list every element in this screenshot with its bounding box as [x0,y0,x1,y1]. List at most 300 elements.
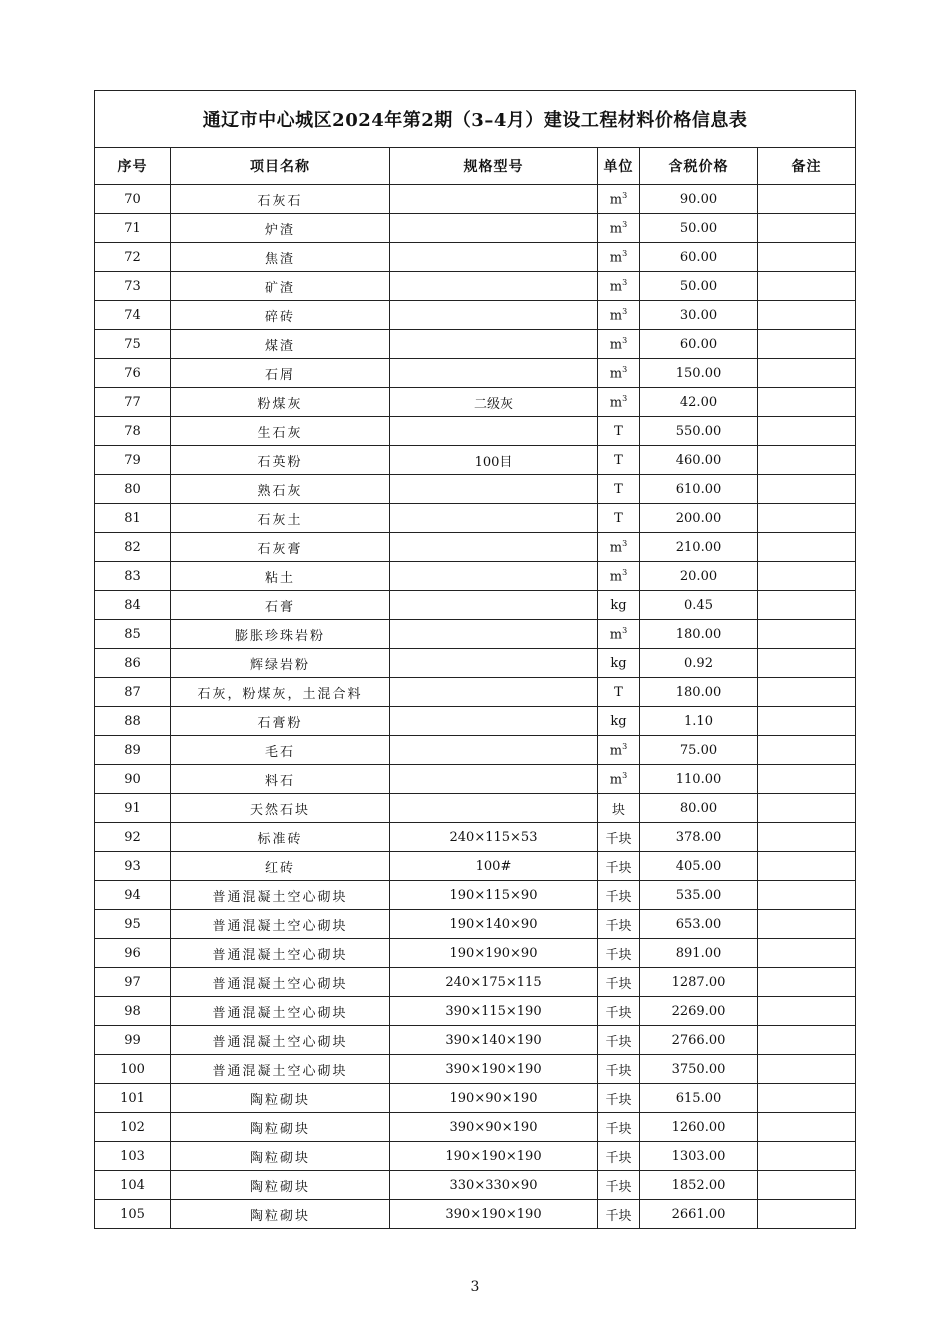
unit-label: 千块 [605,1208,632,1224]
unit-label: T [614,510,623,526]
table-row [95,823,856,852]
unit-superscript: 3 [622,770,628,780]
unit-label: 千块 [605,918,632,934]
table-row [95,1200,856,1229]
cell-item-name: 普通混凝土空心砌块 [171,910,390,939]
cell-spec [390,272,598,301]
cell-index: 84 [95,591,171,620]
cell-unit [598,359,640,388]
cell-spec: 190×190×90 [390,939,598,968]
cell-item-name: 生石灰 [171,417,390,446]
table-row [95,533,856,562]
cell-spec [390,359,598,388]
table-row [95,330,856,359]
table-row [95,562,856,591]
cell-index: 98 [95,997,171,1026]
cell-unit [598,649,640,678]
page-number: 3 [470,1279,480,1295]
cell-index: 80 [95,475,171,504]
cell-price: 20.00 [640,562,758,591]
cell-item-name: 料石 [171,765,390,794]
cell-unit [598,301,640,330]
cell-unit [598,765,640,794]
table-row [95,678,856,707]
table-row [95,852,856,881]
cell-unit [598,185,640,214]
table-row [95,591,856,620]
header-note: 备注 [758,148,856,185]
cell-index: 97 [95,968,171,997]
cell-price: 460.00 [640,446,758,475]
cell-item-name: 石膏 [171,591,390,620]
cell-index: 90 [95,765,171,794]
unit-label: m [609,192,623,208]
unit-superscript: 3 [622,335,628,345]
cell-price: 405.00 [640,852,758,881]
cell-note [758,301,856,330]
cell-spec: 390×140×190 [390,1026,598,1055]
unit-label: 千块 [605,1121,632,1137]
cell-spec: 100# [390,852,598,881]
cell-note [758,243,856,272]
cell-item-name: 石灰土 [171,504,390,533]
cell-index: 77 [95,388,171,417]
cell-note [758,881,856,910]
cell-item-name: 石膏粉 [171,707,390,736]
cell-spec: 330×330×90 [390,1171,598,1200]
cell-index: 70 [95,185,171,214]
cell-price: 1260.00 [640,1113,758,1142]
cell-unit [598,591,640,620]
table-row [95,939,856,968]
unit-label: 千块 [605,1179,632,1195]
cell-unit [598,1026,640,1055]
cell-spec [390,417,598,446]
cell-spec [390,214,598,243]
cell-price: 60.00 [640,330,758,359]
table-row [95,997,856,1026]
unit-label: 千块 [605,1092,632,1108]
cell-spec [390,185,598,214]
cell-item-name: 炉渣 [171,214,390,243]
unit-superscript: 3 [622,248,628,258]
cell-note [758,359,856,388]
cell-spec [390,707,598,736]
unit-label: m [609,540,623,556]
cell-item-name: 熟石灰 [171,475,390,504]
cell-index: 85 [95,620,171,649]
cell-note [758,504,856,533]
cell-item-name: 石屑 [171,359,390,388]
unit-label: m [609,250,623,266]
cell-unit [598,562,640,591]
cell-note [758,1026,856,1055]
cell-index: 72 [95,243,171,272]
unit-label: kg [610,597,627,613]
cell-spec: 240×175×115 [390,968,598,997]
table-row [95,504,856,533]
cell-note [758,823,856,852]
cell-spec: 390×115×190 [390,997,598,1026]
cell-unit [598,968,640,997]
table-row [95,649,856,678]
cell-unit [598,330,640,359]
table-row [95,1026,856,1055]
table-row [95,446,856,475]
cell-unit [598,852,640,881]
price-sheet [94,90,855,1229]
unit-superscript: 3 [622,306,628,316]
cell-item-name: 石灰膏 [171,533,390,562]
unit-label: 千块 [605,947,632,963]
cell-note [758,1200,856,1229]
cell-spec [390,678,598,707]
cell-index: 91 [95,794,171,823]
unit-label: T [614,423,623,439]
unit-label: m [609,772,623,788]
cell-item-name: 陶粒砌块 [171,1200,390,1229]
table-row [95,272,856,301]
cell-index: 96 [95,939,171,968]
cell-item-name: 陶粒砌块 [171,1171,390,1200]
cell-spec: 390×90×190 [390,1113,598,1142]
unit-label: m [609,569,623,585]
cell-price: 42.00 [640,388,758,417]
cell-note [758,910,856,939]
cell-unit [598,823,640,852]
unit-label: 千块 [605,1005,632,1021]
unit-label: 千块 [605,1150,632,1166]
cell-item-name: 天然石块 [171,794,390,823]
cell-unit [598,678,640,707]
cell-price: 180.00 [640,678,758,707]
table-row [95,417,856,446]
cell-item-name: 陶粒砌块 [171,1142,390,1171]
cell-spec [390,736,598,765]
unit-label: m [609,308,623,324]
cell-note [758,533,856,562]
cell-price: 110.00 [640,765,758,794]
unit-superscript: 3 [622,538,628,548]
cell-price: 0.92 [640,649,758,678]
cell-index: 88 [95,707,171,736]
table-row [95,214,856,243]
table-row [95,910,856,939]
unit-label: T [614,684,623,700]
cell-spec [390,562,598,591]
unit-label: m [609,337,623,353]
cell-spec: 100目 [390,446,598,475]
cell-note [758,997,856,1026]
cell-note [758,214,856,243]
cell-item-name: 碎砖 [171,301,390,330]
cell-note [758,968,856,997]
unit-label: T [614,452,623,468]
table-row [95,620,856,649]
unit-superscript: 3 [622,741,628,751]
unit-label: kg [610,713,627,729]
cell-index: 92 [95,823,171,852]
unit-label: 千块 [605,889,632,905]
table-row [95,1055,856,1084]
cell-index: 104 [95,1171,171,1200]
cell-note [758,1055,856,1084]
cell-unit [598,620,640,649]
cell-item-name: 普通混凝土空心砌块 [171,997,390,1026]
cell-price: 535.00 [640,881,758,910]
cell-item-name: 普通混凝土空心砌块 [171,968,390,997]
unit-superscript: 3 [622,219,628,229]
cell-index: 75 [95,330,171,359]
cell-spec: 190×190×190 [390,1142,598,1171]
cell-price: 653.00 [640,910,758,939]
cell-unit [598,1200,640,1229]
unit-label: 千块 [605,976,632,992]
cell-spec: 190×115×90 [390,881,598,910]
cell-unit [598,272,640,301]
cell-spec [390,504,598,533]
cell-unit [598,1055,640,1084]
table-title: 通辽市中心城区2024年第2期（3–4月）建设工程材料价格信息表 [95,91,856,148]
cell-item-name: 红砖 [171,852,390,881]
cell-unit [598,1171,640,1200]
unit-label: m [609,279,623,295]
cell-unit [598,1084,640,1113]
cell-price: 550.00 [640,417,758,446]
cell-unit [598,417,640,446]
cell-index: 99 [95,1026,171,1055]
cell-note [758,1113,856,1142]
table-row [95,301,856,330]
cell-index: 74 [95,301,171,330]
cell-index: 81 [95,504,171,533]
table-row [95,794,856,823]
cell-unit [598,1142,640,1171]
header-price: 含税价格 [640,148,758,185]
unit-label: m [609,366,623,382]
cell-spec: 390×190×190 [390,1055,598,1084]
cell-index: 86 [95,649,171,678]
header-index: 序号 [95,148,171,185]
cell-item-name: 矿渣 [171,272,390,301]
unit-superscript: 3 [622,567,628,577]
cell-note [758,475,856,504]
table-row [95,243,856,272]
cell-index: 89 [95,736,171,765]
cell-spec: 240×115×53 [390,823,598,852]
table-row [95,388,856,417]
unit-label: 千块 [605,1034,632,1050]
cell-spec: 二级灰 [390,388,598,417]
cell-item-name: 煤渣 [171,330,390,359]
unit-label: m [609,221,623,237]
cell-spec [390,330,598,359]
cell-price: 891.00 [640,939,758,968]
table-row [95,707,856,736]
cell-note [758,591,856,620]
cell-unit [598,446,640,475]
table-header-row [95,148,856,185]
unit-label: 千块 [605,831,632,847]
unit-label: 千块 [605,860,632,876]
cell-price: 610.00 [640,475,758,504]
header-unit: 单位 [598,148,640,185]
cell-item-name: 普通混凝土空心砌块 [171,939,390,968]
unit-label: m [609,627,623,643]
cell-spec [390,533,598,562]
table-row [95,1171,856,1200]
cell-price: 75.00 [640,736,758,765]
cell-index: 102 [95,1113,171,1142]
table-row [95,765,856,794]
cell-price: 150.00 [640,359,758,388]
cell-note [758,765,856,794]
cell-unit [598,243,640,272]
cell-note [758,388,856,417]
cell-note [758,185,856,214]
cell-index: 83 [95,562,171,591]
cell-price: 200.00 [640,504,758,533]
cell-spec [390,591,598,620]
table-row [95,1142,856,1171]
cell-item-name: 标准砖 [171,823,390,852]
cell-note [758,1171,856,1200]
table-row [95,359,856,388]
cell-price: 50.00 [640,272,758,301]
cell-unit [598,910,640,939]
cell-price: 2661.00 [640,1200,758,1229]
cell-item-name: 粘土 [171,562,390,591]
unit-label: m [609,743,623,759]
table-row [95,881,856,910]
header-spec: 规格型号 [390,148,598,185]
cell-index: 105 [95,1200,171,1229]
cell-spec: 190×140×90 [390,910,598,939]
cell-price: 1303.00 [640,1142,758,1171]
cell-index: 87 [95,678,171,707]
cell-spec [390,794,598,823]
unit-label: T [614,481,623,497]
cell-note [758,794,856,823]
cell-spec: 190×90×190 [390,1084,598,1113]
material-price-table [94,90,856,1229]
cell-item-name: 焦渣 [171,243,390,272]
cell-spec [390,243,598,272]
cell-price: 378.00 [640,823,758,852]
cell-index: 73 [95,272,171,301]
cell-note [758,446,856,475]
unit-label: 块 [611,802,625,818]
cell-price: 615.00 [640,1084,758,1113]
cell-index: 94 [95,881,171,910]
table-row [95,185,856,214]
cell-price: 1852.00 [640,1171,758,1200]
cell-note [758,330,856,359]
table-row [95,1113,856,1142]
cell-unit [598,881,640,910]
cell-price: 30.00 [640,301,758,330]
table-row [95,1084,856,1113]
cell-item-name: 普通混凝土空心砌块 [171,881,390,910]
cell-spec [390,649,598,678]
cell-price: 3750.00 [640,1055,758,1084]
unit-superscript: 3 [622,190,628,200]
unit-superscript: 3 [622,364,628,374]
cell-item-name: 毛石 [171,736,390,765]
cell-index: 76 [95,359,171,388]
cell-note [758,1084,856,1113]
cell-price: 60.00 [640,243,758,272]
cell-unit [598,707,640,736]
cell-note [758,417,856,446]
cell-unit [598,533,640,562]
cell-price: 80.00 [640,794,758,823]
cell-note [758,678,856,707]
cell-unit [598,388,640,417]
cell-note [758,272,856,301]
table-body [95,185,856,1229]
cell-price: 1.10 [640,707,758,736]
header-item-name: 项目名称 [171,148,390,185]
cell-note [758,649,856,678]
cell-unit [598,504,640,533]
cell-note [758,707,856,736]
cell-unit [598,475,640,504]
table-row [95,475,856,504]
cell-item-name: 粉煤灰 [171,388,390,417]
cell-price: 90.00 [640,185,758,214]
cell-price: 180.00 [640,620,758,649]
cell-index: 82 [95,533,171,562]
cell-spec [390,475,598,504]
cell-price: 50.00 [640,214,758,243]
cell-item-name: 辉绿岩粉 [171,649,390,678]
cell-item-name: 石灰，粉煤灰，土混合料 [171,678,390,707]
cell-price: 2766.00 [640,1026,758,1055]
cell-index: 71 [95,214,171,243]
cell-note [758,852,856,881]
cell-spec [390,765,598,794]
cell-item-name: 普通混凝土空心砌块 [171,1026,390,1055]
cell-price: 1287.00 [640,968,758,997]
unit-superscript: 3 [622,625,628,635]
cell-unit [598,794,640,823]
cell-index: 103 [95,1142,171,1171]
cell-item-name: 石英粉 [171,446,390,475]
cell-spec [390,620,598,649]
cell-price: 0.45 [640,591,758,620]
cell-note [758,620,856,649]
cell-unit [598,939,640,968]
cell-index: 93 [95,852,171,881]
cell-index: 79 [95,446,171,475]
cell-note [758,939,856,968]
cell-index: 101 [95,1084,171,1113]
unit-label: 千块 [605,1063,632,1079]
cell-price: 210.00 [640,533,758,562]
cell-item-name: 陶粒砌块 [171,1084,390,1113]
cell-item-name: 膨胀珍珠岩粉 [171,620,390,649]
unit-superscript: 3 [622,393,628,403]
cell-unit [598,736,640,765]
unit-superscript: 3 [622,277,628,287]
cell-unit [598,997,640,1026]
cell-item-name: 陶粒砌块 [171,1113,390,1142]
cell-note [758,1142,856,1171]
cell-index: 95 [95,910,171,939]
unit-label: m [609,395,623,411]
cell-item-name: 普通混凝土空心砌块 [171,1055,390,1084]
